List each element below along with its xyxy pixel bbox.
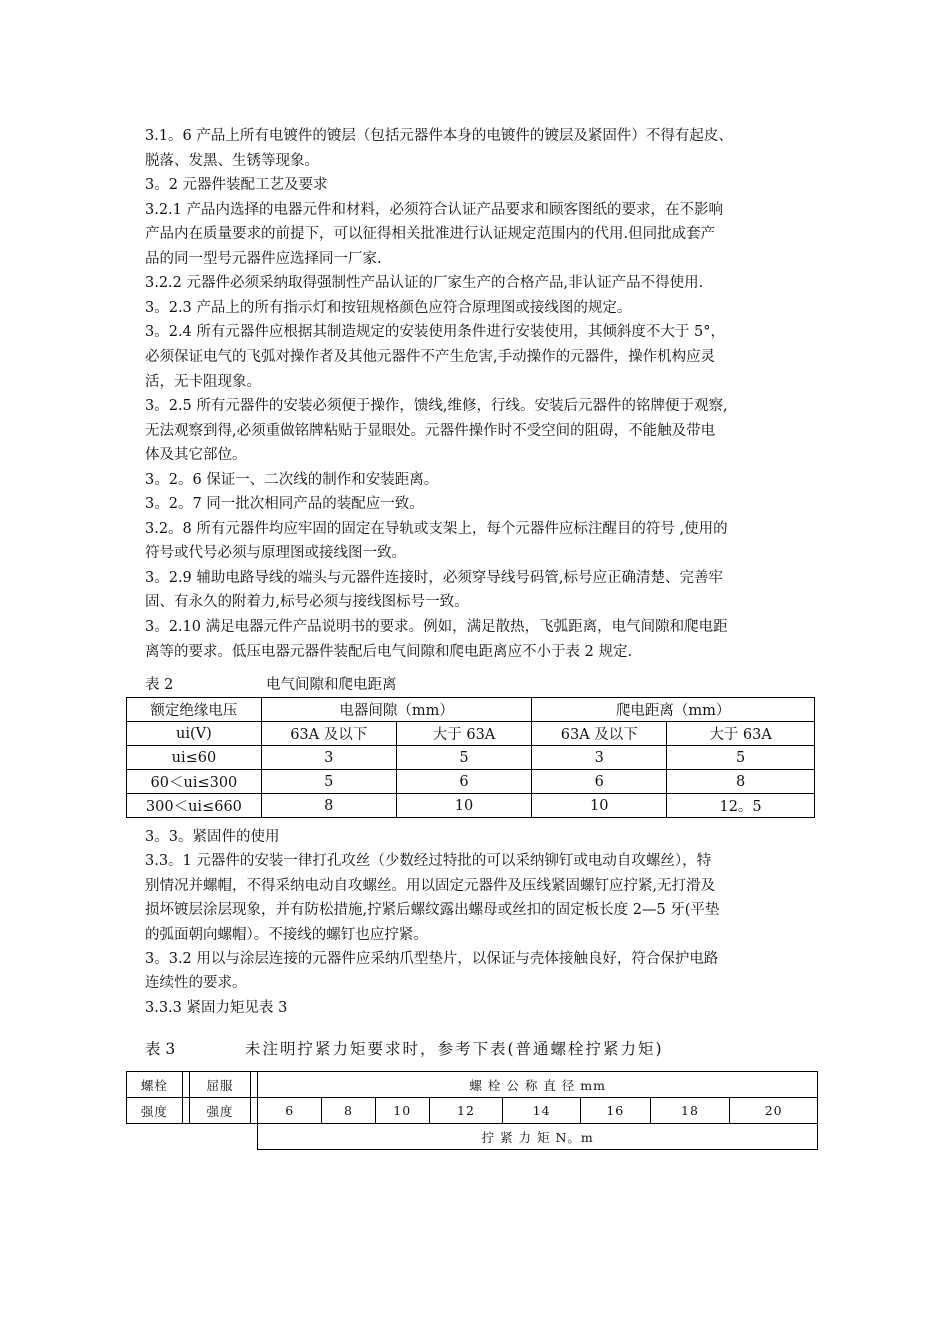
text-line: 离等的要求。低压电器元器件装配后电气间隙和爬电距离应不小于表 2 规定. xyxy=(145,643,633,660)
table-3-title: 未注明拧紧力矩要求时，参考下表(普通螺栓拧紧力矩) xyxy=(245,1040,664,1058)
sub-clearance-gt63: 大于 63A xyxy=(396,722,532,746)
text-line: 3。2.10 满足电器元件产品说明书的要求。例如，满足散热，飞弧距离，电气间隙和爬电距 xyxy=(145,619,728,635)
header-diameter: 螺 栓 公 称 直 径 mm xyxy=(258,1072,818,1098)
text-line: 损坏镀层涂层现象，并有防松措施,拧紧后螺纹露出螺母或丝扣的固定板长度 2—5 牙(平垫 xyxy=(145,902,720,919)
header-voltage-unit: ui(V) xyxy=(127,722,262,746)
table-2-label: 表 2 xyxy=(145,677,174,693)
text-line: 3.2.1 产品内选择的电器元件和材料，必须符合认证产品要求和顾客图纸的要求，在不影响 xyxy=(145,201,723,218)
text-line: 3。3。紧固件的使用 xyxy=(145,829,280,845)
table-cell: 8 xyxy=(667,770,815,794)
text-line: 3.3。1 元器件的安装一律打孔攻丝（少数经过特批的可以采纳铆钉或电动自攻螺丝），特 xyxy=(145,853,712,870)
text-line: 别情况并螺帽，不得采纳电动自攻螺丝。用以固定元器件及压线紧固螺钉应拧紧,无打滑及 xyxy=(145,877,716,894)
text-line: 3。2.5 所有元器件的安装必须便于操作，馈线,维修，行线。安装后元器件的铭牌便于观察, xyxy=(145,398,728,415)
text-line: 3。2。7 同一批次相同产品的装配应一致。 xyxy=(145,496,424,513)
cell-separator xyxy=(182,1098,189,1124)
table-cell: 10 xyxy=(396,794,532,818)
table-row xyxy=(127,746,815,770)
table-3-caption xyxy=(145,1037,664,1059)
header-voltage: 额定绝缘电压 xyxy=(127,698,262,722)
sub-creepage-le63: 63A 及以下 xyxy=(532,722,667,746)
table-cell: 6 xyxy=(532,770,667,794)
diameter-cell: 14 xyxy=(503,1098,581,1124)
diameter-cell: 20 xyxy=(730,1098,818,1124)
clearance-table xyxy=(126,697,815,818)
table-cell: 3 xyxy=(261,746,396,770)
header-creepage: 爬电距离（mm） xyxy=(532,698,815,722)
text-line: 3.2。8 所有元器件均应牢固的固定在导轨或支架上，每个元器件应标注醒目的符号 ,使用的 xyxy=(145,520,728,537)
diameter-cell: 8 xyxy=(322,1098,376,1124)
table-3-label: 表 3 xyxy=(145,1040,176,1058)
text-line: 固、有永久的附着力,标号必须与接线图标号一致。 xyxy=(145,594,469,611)
table-2-title: 电气间隙和爬电距离 xyxy=(266,677,397,693)
text-line: 3。2.4 所有元器件应根据其制造规定的安装使用条件进行安装使用，其倾斜度不大于 5°， xyxy=(145,324,725,341)
sub-clearance-le63: 63A 及以下 xyxy=(261,722,396,746)
text-line: 3.2.2 元器件必须采纳取得强制性产品认证的厂家生产的合格产品,非认证产品不得使用. xyxy=(145,275,704,292)
table-row xyxy=(127,770,815,794)
text-line: 连续性的要求。 xyxy=(145,975,247,992)
text-line: 3。2 元器件装配工艺及要求 xyxy=(145,177,328,194)
text-line: 3.3.3 紧固力矩见表 3 xyxy=(145,999,288,1016)
text-line: 3。2。6 保证一、二次线的制作和安装距离。 xyxy=(145,471,439,488)
table-cell: 10 xyxy=(532,794,667,818)
text-line: 的弧面朝向螺帽）。不接线的螺钉也应拧紧。 xyxy=(145,926,428,943)
table-cell: 12。5 xyxy=(667,794,815,818)
torque-table xyxy=(126,1071,818,1150)
cell-separator xyxy=(182,1072,189,1098)
cell-separator xyxy=(251,1098,258,1124)
diameter-cell: 16 xyxy=(580,1098,650,1124)
diameter-cell: 12 xyxy=(429,1098,503,1124)
table-cell: 60＜ui≤300 xyxy=(127,770,262,794)
diameter-cell: 10 xyxy=(375,1098,429,1124)
cell-separator xyxy=(251,1072,258,1098)
table-cell: 3 xyxy=(532,746,667,770)
header-yield: 屈服 xyxy=(189,1072,251,1098)
diameter-cell: 18 xyxy=(650,1098,730,1124)
header-bolt: 螺栓 xyxy=(127,1072,183,1098)
empty-cell xyxy=(127,1124,258,1150)
text-line: 3。2.9 辅助电路导线的端头与元器件连接时，必须穿导线号码管,标号应正确清楚、完善牢 xyxy=(145,569,723,586)
text-line: 3。2.3 产品上的所有指示灯和按钮规格颜色应符合原理图或接线图的规定。 xyxy=(145,299,632,316)
diameter-cell: 6 xyxy=(258,1098,322,1124)
text-line: 品的同一型号元器件应选择同一厂家. xyxy=(145,250,382,267)
text-line: 必须保证电气的飞弧对操作者及其他元器件不产生危害,手动操作的元器件，操作机构应灵 xyxy=(145,348,716,365)
table-cell: ui≤60 xyxy=(127,746,262,770)
table-2-caption xyxy=(145,673,397,694)
table-cell: 8 xyxy=(261,794,396,818)
table-cell: 6 xyxy=(396,770,532,794)
table-cell: 5 xyxy=(667,746,815,770)
text-line: 3。3.2 用以与涂层连接的元器件应采纳爪型垫片，以保证与壳体接触良好，符合保护电路 xyxy=(145,951,719,967)
text-line: 体及其它部位。 xyxy=(145,447,247,464)
table-cell: 300＜ui≤660 xyxy=(127,794,262,818)
table-cell: 5 xyxy=(261,770,396,794)
text-line: 无法观察到得,必须重做铭牌粘贴于显眼处。元器件操作时不受空间的阻碍，不能触及带电 xyxy=(145,422,716,439)
table-row xyxy=(127,794,815,818)
text-line: 脱落、发黑、生锈等现象。 xyxy=(145,152,319,169)
table-cell: 5 xyxy=(396,746,532,770)
header-bolt-strength: 强度 xyxy=(127,1098,183,1124)
header-torque: 拧 紧 力 矩 N。m xyxy=(258,1124,818,1150)
header-clearance: 电器间隙（mm） xyxy=(261,698,532,722)
text-line: 3.1。6 产品上所有电镀件的镀层（包括元器件本身的电镀件的镀层及紧固件）不得有起皮、 xyxy=(145,128,733,144)
text-line: 产品内在质量要求的前提下，可以征得相关批准进行认证规定范围内的代用.但同批成套产 xyxy=(145,226,716,243)
text-line: 符号或代号必须与原理图或接线图一致。 xyxy=(145,545,406,562)
header-yield-strength: 强度 xyxy=(189,1098,251,1124)
text-line: 活，无卡阻现象。 xyxy=(145,373,261,390)
sub-creepage-gt63: 大于 63A xyxy=(667,722,815,746)
